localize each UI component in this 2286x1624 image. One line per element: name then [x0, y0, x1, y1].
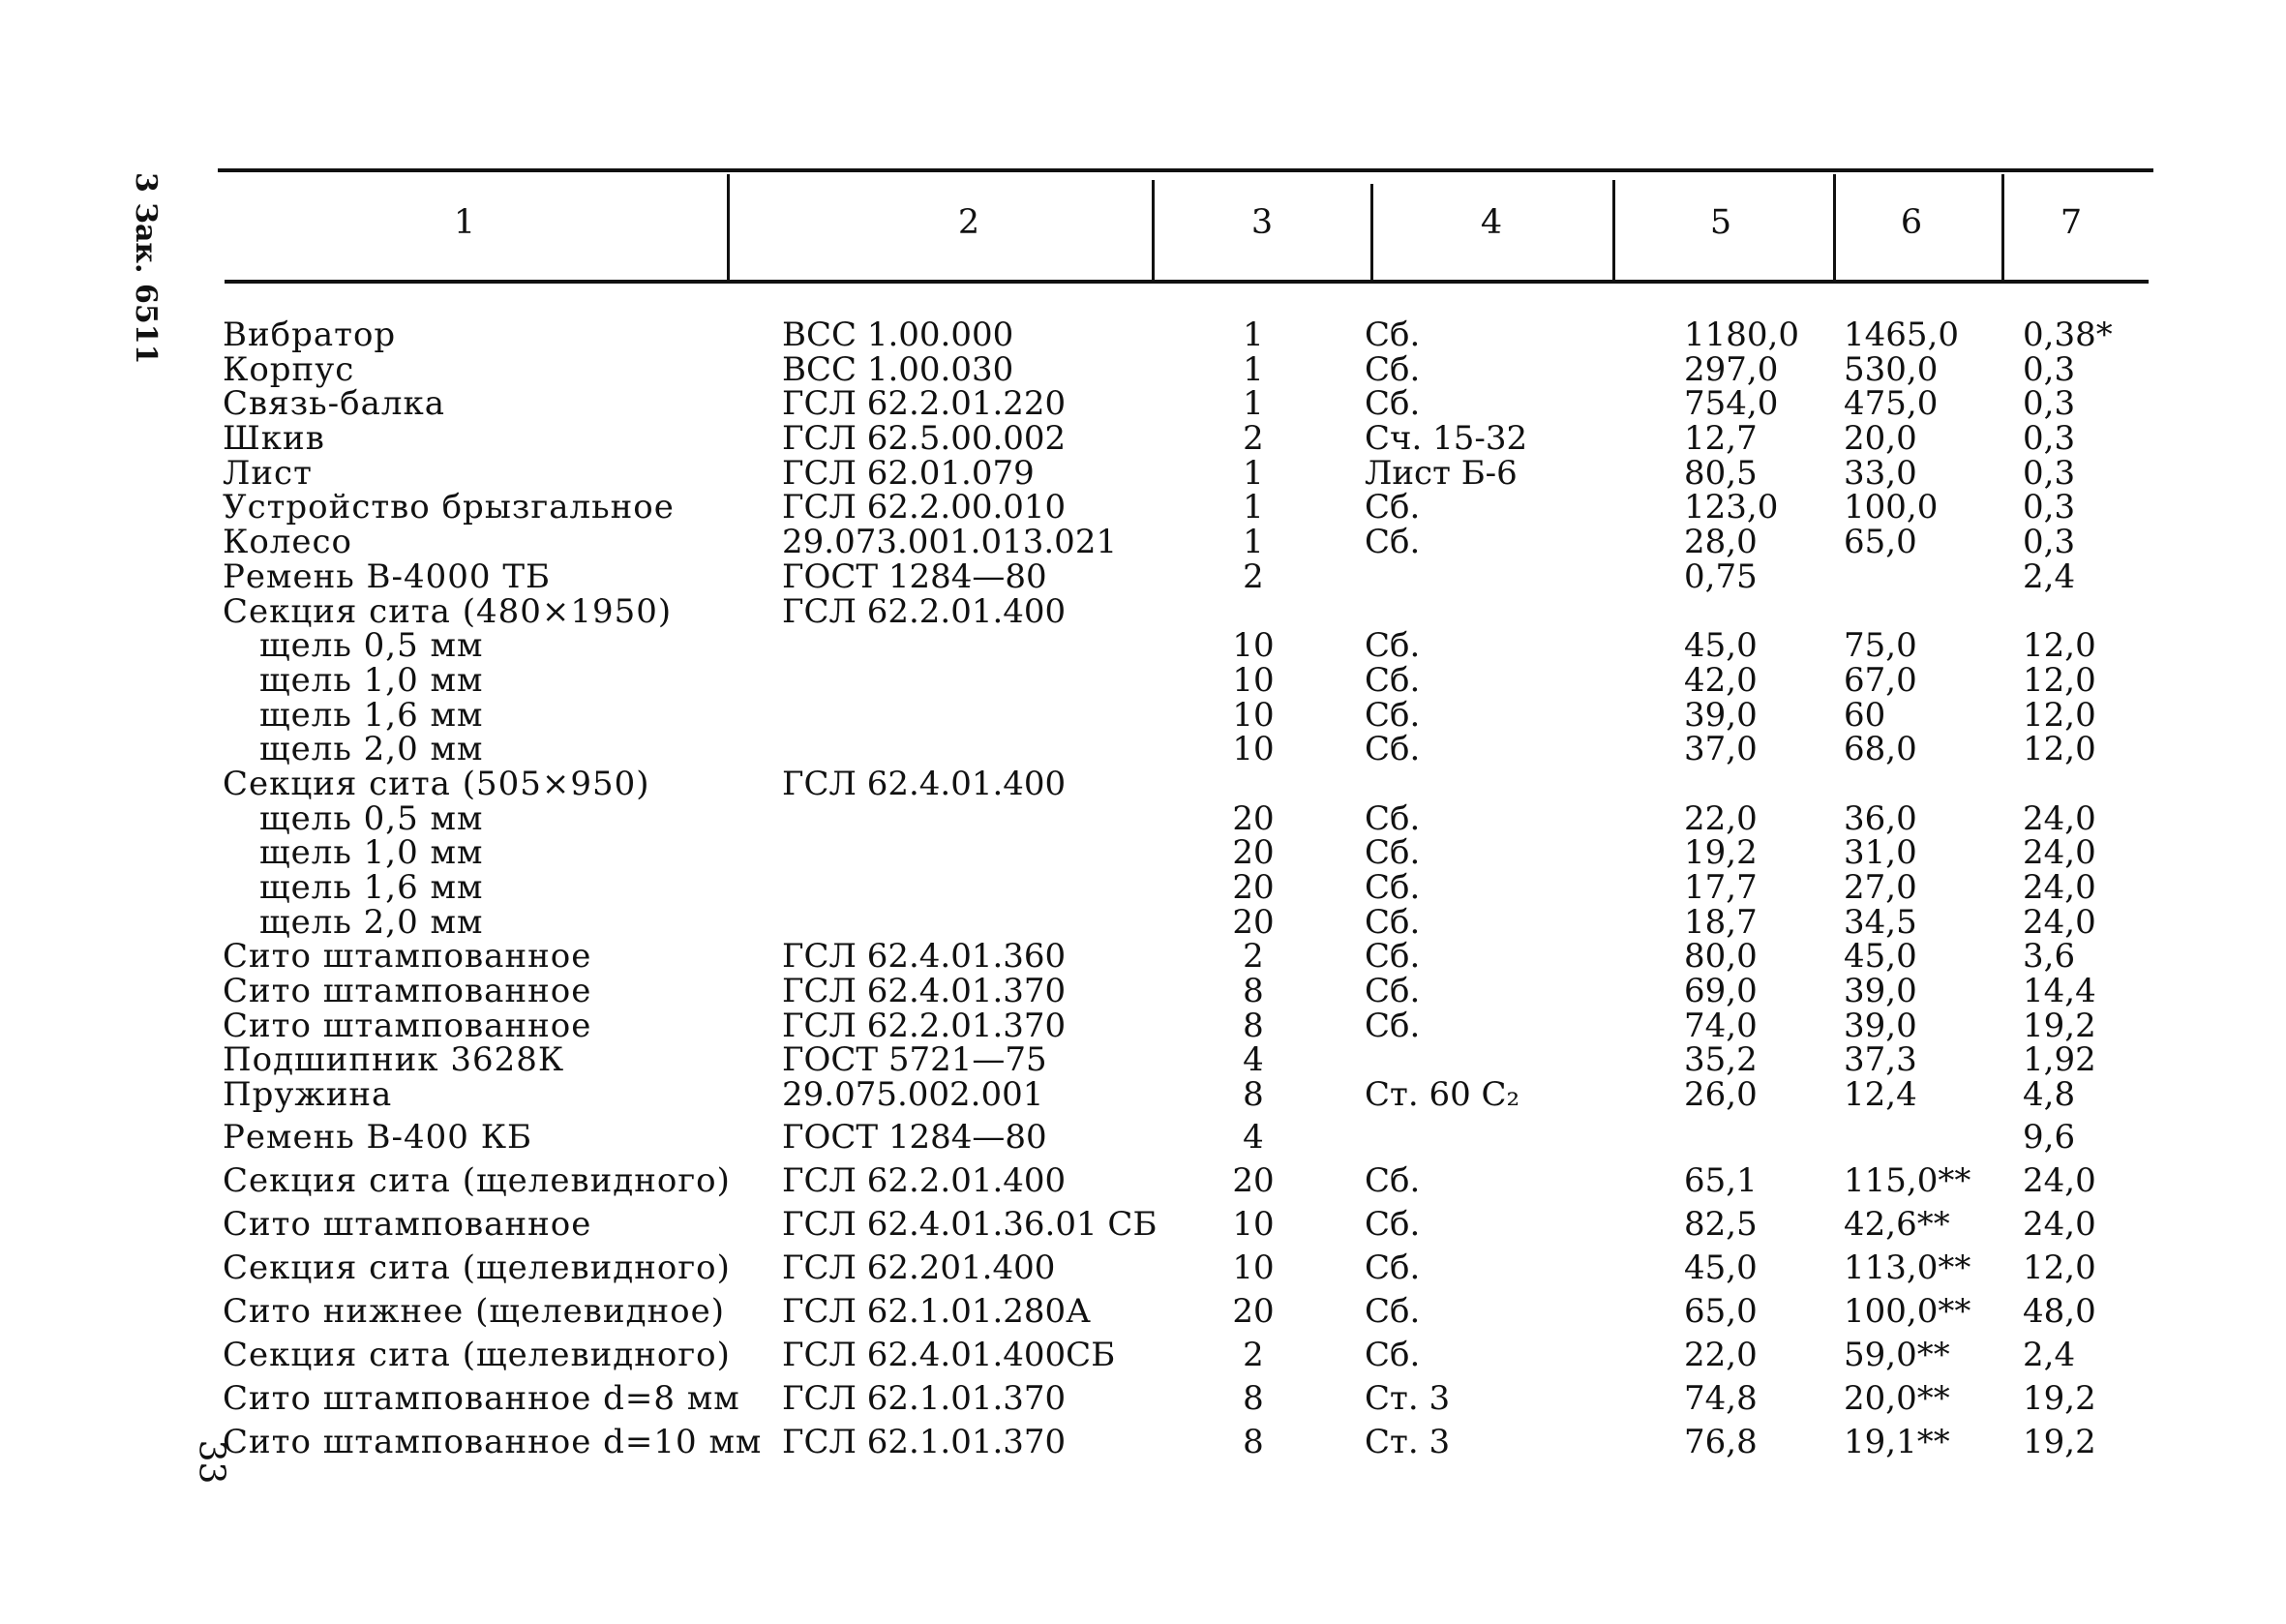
cell-name: Сито штампованное — [223, 972, 592, 1011]
cell-qty: 1 — [1243, 523, 1264, 562]
column-header: 4 — [1480, 203, 1503, 242]
cell-qty: 20 — [1232, 798, 1275, 838]
table-row — [0, 660, 2286, 700]
column-header: 5 — [1709, 203, 1732, 242]
cell-code: ГСЛ 62.2.01.370 — [782, 1006, 1067, 1045]
cell-name: Сито штампованное d=8 мм — [223, 1378, 740, 1418]
table-row — [0, 523, 2286, 562]
cell-code: ГОСТ 5721—75 — [782, 1040, 1047, 1080]
cell-qty: 8 — [1243, 1378, 1264, 1418]
cell-qty: 8 — [1243, 1075, 1264, 1115]
table-row — [0, 1290, 2286, 1334]
cell-v5: 76,8 — [1684, 1422, 1758, 1461]
cell-material: Сб. — [1365, 833, 1421, 873]
table-row — [0, 349, 2286, 389]
cell-v6: 19,1** — [1844, 1422, 1950, 1461]
cell-v7: 14,4 — [2023, 972, 2096, 1011]
table-row — [0, 1377, 2286, 1421]
cell-name: Шкив — [223, 419, 325, 459]
cell-v7: 2,4 — [2023, 1335, 2076, 1374]
table-row — [0, 591, 2286, 631]
cell-code: ГСЛ 62.4.01.370 — [782, 972, 1067, 1011]
cell-v7: 0,38* — [2023, 316, 2113, 354]
cell-material: Ст. 3 — [1365, 1422, 1451, 1461]
cell-v5: 22,0 — [1684, 1335, 1758, 1374]
cell-v6: 67,0 — [1844, 660, 1917, 700]
cell-qty: 20 — [1232, 902, 1275, 942]
cell-material: Сб. — [1365, 349, 1421, 389]
cell-material: Ст. 3 — [1365, 1378, 1451, 1418]
cell-qty: 4 — [1243, 1117, 1264, 1157]
cell-code: ГСЛ 62.4.01.36.01 СБ — [782, 1204, 1158, 1244]
cell-name: щель 2,0 мм — [259, 730, 484, 769]
cell-qty: 1 — [1243, 384, 1264, 424]
cell-v7: 12,0 — [2023, 1248, 2096, 1287]
cell-v7: 0,3 — [2023, 523, 2076, 562]
cell-v5: 74,8 — [1684, 1378, 1758, 1418]
table-row — [0, 972, 2286, 1011]
cell-qty: 2 — [1243, 556, 1264, 596]
table-row — [0, 1159, 2286, 1203]
table-top-rule — [218, 168, 2153, 172]
table-row — [0, 626, 2286, 666]
cell-material: Сб. — [1365, 902, 1421, 942]
cell-v7: 19,2 — [2023, 1378, 2096, 1418]
cell-qty: 10 — [1232, 695, 1275, 735]
cell-v5: 65,1 — [1684, 1160, 1758, 1200]
cell-v7: 24,0 — [2023, 1160, 2096, 1200]
table-row — [0, 732, 2286, 767]
cell-material: Сб. — [1365, 695, 1421, 735]
cell-qty: 2 — [1243, 1335, 1264, 1374]
cell-v6: 530,0 — [1844, 349, 1939, 389]
table-row — [0, 490, 2286, 525]
cell-code: ГСЛ 62.2.01.220 — [782, 384, 1067, 424]
cell-code: ВСС 1.00.030 — [782, 349, 1014, 389]
cell-material: Сб. — [1365, 730, 1421, 769]
table-row — [0, 902, 2286, 942]
cell-v6: 39,0 — [1844, 972, 1917, 1011]
table-row — [0, 798, 2286, 838]
cell-v7: 12,0 — [2023, 695, 2096, 735]
cell-qty: 20 — [1232, 868, 1275, 907]
cell-v7: 24,0 — [2023, 798, 2096, 838]
cell-v7: 1,92 — [2023, 1040, 2096, 1080]
cell-name: Сито штампованное — [223, 937, 592, 977]
cell-v7: 0,3 — [2023, 453, 2076, 493]
table-row — [0, 1040, 2286, 1080]
cell-v7: 19,2 — [2023, 1422, 2096, 1461]
cell-name: Устройство брызгальное — [223, 488, 675, 527]
cell-name: Сито нижнее (щелевидное) — [223, 1291, 726, 1331]
cell-qty: 10 — [1232, 626, 1275, 666]
cell-qty: 1 — [1243, 453, 1264, 493]
cell-v7: 2,4 — [2023, 556, 2076, 596]
column-header: 3 — [1250, 203, 1274, 242]
column-header: 2 — [957, 203, 980, 242]
cell-material: Сб. — [1365, 488, 1421, 527]
cell-name: Подшипник 3628К — [223, 1040, 565, 1080]
table-header-rule — [225, 280, 2149, 284]
cell-v6: 100,0 — [1844, 488, 1939, 527]
cell-material: Ст. 60 С₂ — [1365, 1075, 1520, 1115]
cell-material: Сб. — [1365, 1248, 1421, 1287]
cell-qty: 2 — [1243, 419, 1264, 459]
cell-v7: 48,0 — [2023, 1291, 2096, 1331]
cell-v7: 12,0 — [2023, 660, 2096, 700]
cell-material: Сб. — [1365, 1291, 1421, 1331]
cell-v5: 45,0 — [1684, 1248, 1758, 1287]
cell-name: щель 1,0 мм — [259, 833, 484, 873]
cell-name: Секция сита (505×950) — [223, 764, 650, 803]
table-header — [0, 203, 2286, 252]
cell-v6: 68,0 — [1844, 730, 1917, 769]
cell-v6: 42,6** — [1844, 1204, 1950, 1244]
cell-name: щель 0,5 мм — [259, 626, 484, 666]
cell-material: Сб. — [1365, 384, 1421, 424]
table-row — [0, 419, 2286, 459]
cell-v7: 9,6 — [2023, 1117, 2076, 1157]
cell-name: Секция сита (щелевидного) — [223, 1160, 731, 1200]
cell-v5: 22,0 — [1684, 798, 1758, 838]
cell-name: Корпус — [223, 349, 355, 389]
cell-material: Лист Б-6 — [1365, 453, 1518, 493]
table-row — [0, 453, 2286, 493]
cell-code: ГСЛ 62.1.01.370 — [782, 1422, 1067, 1461]
cell-material: Сб. — [1365, 937, 1421, 977]
cell-v5: 18,7 — [1684, 902, 1758, 942]
cell-v6: 100,0** — [1844, 1291, 1971, 1331]
cell-name: Сито штампованное d=10 мм — [223, 1422, 763, 1461]
cell-v6: 115,0** — [1844, 1160, 1971, 1200]
cell-v6: 65,0 — [1844, 523, 1917, 562]
column-header: 7 — [2060, 203, 2083, 242]
cell-v5: 82,5 — [1684, 1204, 1758, 1244]
cell-v5: 65,0 — [1684, 1291, 1758, 1331]
cell-v5: 19,2 — [1684, 833, 1758, 873]
cell-code: ГСЛ 62.4.01.400 — [782, 764, 1067, 803]
table-row — [0, 317, 2286, 352]
table-row — [0, 1334, 2286, 1377]
cell-material: Сб. — [1365, 1335, 1421, 1374]
cell-v5: 80,5 — [1684, 453, 1758, 493]
cell-qty: 10 — [1232, 1204, 1275, 1244]
cell-material: Сб. — [1365, 868, 1421, 907]
cell-name: Вибратор — [223, 316, 397, 354]
cell-name: щель 1,6 мм — [259, 868, 484, 907]
cell-v7: 24,0 — [2023, 1204, 2096, 1244]
cell-code: ГСЛ 62.1.01.280А — [782, 1291, 1091, 1331]
cell-v5: 754,0 — [1684, 384, 1779, 424]
cell-v5: 28,0 — [1684, 523, 1758, 562]
cell-v5: 1180,0 — [1684, 316, 1799, 354]
cell-v7: 24,0 — [2023, 868, 2096, 907]
cell-name: Пружина — [223, 1075, 393, 1115]
cell-material: Сч. 15-32 — [1365, 419, 1528, 459]
cell-v6: 475,0 — [1844, 384, 1939, 424]
cell-code: ВСС 1.00.000 — [782, 316, 1014, 354]
cell-qty: 8 — [1243, 972, 1264, 1011]
cell-name: Сито штампованное — [223, 1006, 592, 1045]
cell-v5: 26,0 — [1684, 1075, 1758, 1115]
table-row — [0, 1116, 2286, 1159]
table-row — [0, 1008, 2286, 1043]
column-header: 1 — [453, 203, 476, 242]
cell-name: Секция сита (щелевидного) — [223, 1335, 731, 1374]
cell-v7: 0,3 — [2023, 384, 2076, 424]
page-number: 33 — [191, 1439, 231, 1485]
cell-name: Колесо — [223, 523, 353, 562]
cell-name: щель 0,5 мм — [259, 798, 484, 838]
cell-material: Сб. — [1365, 972, 1421, 1011]
cell-name: Секция сита (щелевидного) — [223, 1248, 731, 1287]
table-row — [0, 870, 2286, 905]
cell-qty: 1 — [1243, 488, 1264, 527]
cell-code: ГСЛ 62.4.01.400СБ — [782, 1335, 1116, 1374]
cell-code: ГОСТ 1284—80 — [782, 1117, 1047, 1157]
cell-v7: 0,3 — [2023, 419, 2076, 459]
cell-v5: 42,0 — [1684, 660, 1758, 700]
table-row — [0, 1203, 2286, 1247]
cell-v7: 0,3 — [2023, 488, 2076, 527]
cell-v5: 45,0 — [1684, 626, 1758, 666]
cell-qty: 20 — [1232, 1160, 1275, 1200]
table-row — [0, 833, 2286, 873]
table-row — [0, 764, 2286, 803]
table-row — [0, 937, 2286, 977]
cell-qty: 8 — [1243, 1422, 1264, 1461]
cell-code: ГСЛ 62.201.400 — [782, 1248, 1056, 1287]
cell-name: Сито штампованное — [223, 1204, 592, 1244]
cell-v7: 12,0 — [2023, 626, 2096, 666]
cell-qty: 20 — [1232, 1291, 1275, 1331]
side-note: 3 Зак. 6511 — [129, 172, 163, 365]
cell-material: Сб. — [1365, 1204, 1421, 1244]
cell-v7: 12,0 — [2023, 730, 2096, 769]
cell-v6: 34,5 — [1844, 902, 1917, 942]
cell-v6: 31,0 — [1844, 833, 1917, 873]
cell-code: ГСЛ 62.1.01.370 — [782, 1378, 1067, 1418]
cell-v5: 17,7 — [1684, 868, 1758, 907]
cell-name: щель 1,0 мм — [259, 660, 484, 700]
cell-name: Лист — [223, 453, 313, 493]
table-body — [0, 317, 2286, 1464]
cell-v7: 3,6 — [2023, 937, 2076, 977]
cell-material: Сб. — [1365, 660, 1421, 700]
table-row — [0, 1247, 2286, 1290]
cell-qty: 1 — [1243, 316, 1264, 354]
table-row — [0, 1075, 2286, 1115]
cell-v7: 4,8 — [2023, 1075, 2076, 1115]
cell-name: Секция сита (480×1950) — [223, 591, 673, 631]
cell-v7: 24,0 — [2023, 833, 2096, 873]
cell-code: 29.075.002.001 — [782, 1075, 1044, 1115]
cell-v5: 35,2 — [1684, 1040, 1758, 1080]
cell-v5: 12,7 — [1684, 419, 1758, 459]
cell-v6: 60 — [1844, 695, 1886, 735]
cell-qty: 10 — [1232, 730, 1275, 769]
table-row — [0, 556, 2286, 596]
cell-v5: 74,0 — [1684, 1006, 1758, 1045]
cell-v7: 24,0 — [2023, 902, 2096, 942]
cell-v6: 27,0 — [1844, 868, 1917, 907]
table-row — [0, 1421, 2286, 1464]
cell-name: щель 1,6 мм — [259, 695, 484, 735]
cell-material: Сб. — [1365, 1006, 1421, 1045]
cell-code: ГСЛ 62.2.00.010 — [782, 488, 1067, 527]
cell-material: Сб. — [1365, 1160, 1421, 1200]
cell-v7: 19,2 — [2023, 1006, 2096, 1045]
cell-qty: 8 — [1243, 1006, 1264, 1045]
cell-v6: 12,4 — [1844, 1075, 1917, 1115]
cell-v6: 20,0** — [1844, 1378, 1950, 1418]
cell-v5: 37,0 — [1684, 730, 1758, 769]
cell-code: ГСЛ 62.2.01.400 — [782, 591, 1067, 631]
cell-v6: 20,0 — [1844, 419, 1917, 459]
column-header: 6 — [1900, 203, 1923, 242]
cell-code: ГСЛ 62.5.00.002 — [782, 419, 1067, 459]
cell-v7: 0,3 — [2023, 349, 2076, 389]
table-row — [0, 695, 2286, 735]
cell-qty: 10 — [1232, 660, 1275, 700]
cell-v6: 45,0 — [1844, 937, 1917, 977]
cell-v6: 37,3 — [1844, 1040, 1917, 1080]
cell-code: ГСЛ 62.01.079 — [782, 453, 1035, 493]
cell-v5: 0,75 — [1684, 556, 1758, 596]
cell-v6: 75,0 — [1844, 626, 1917, 666]
cell-v5: 297,0 — [1684, 349, 1779, 389]
cell-qty: 2 — [1243, 937, 1264, 977]
cell-v5: 80,0 — [1684, 937, 1758, 977]
cell-v5: 69,0 — [1684, 972, 1758, 1011]
cell-name: Ремень В-4000 ТБ — [223, 556, 552, 596]
cell-code: ГОСТ 1284—80 — [782, 556, 1047, 596]
cell-v6: 113,0** — [1844, 1248, 1971, 1287]
cell-name: Ремень В-400 КБ — [223, 1117, 533, 1157]
cell-material: Сб. — [1365, 523, 1421, 562]
cell-v6: 33,0 — [1844, 453, 1917, 493]
cell-material: Сб. — [1365, 316, 1421, 354]
cell-material: Сб. — [1365, 626, 1421, 666]
cell-v5: 123,0 — [1684, 488, 1779, 527]
cell-v6: 36,0 — [1844, 798, 1917, 838]
cell-qty: 20 — [1232, 833, 1275, 873]
cell-code: 29.073.001.013.021 — [782, 523, 1118, 562]
cell-material: Сб. — [1365, 798, 1421, 838]
cell-qty: 4 — [1243, 1040, 1264, 1080]
cell-v6: 39,0 — [1844, 1006, 1917, 1045]
cell-qty: 10 — [1232, 1248, 1275, 1287]
cell-name: Связь-балка — [223, 384, 446, 424]
cell-v6: 1465,0 — [1844, 316, 1959, 354]
cell-code: ГСЛ 62.4.01.360 — [782, 937, 1067, 977]
cell-code: ГСЛ 62.2.01.400 — [782, 1160, 1067, 1200]
table-row — [0, 384, 2286, 424]
cell-qty: 1 — [1243, 349, 1264, 389]
cell-v6: 59,0** — [1844, 1335, 1950, 1374]
cell-v5: 39,0 — [1684, 695, 1758, 735]
cell-name: щель 2,0 мм — [259, 902, 484, 942]
